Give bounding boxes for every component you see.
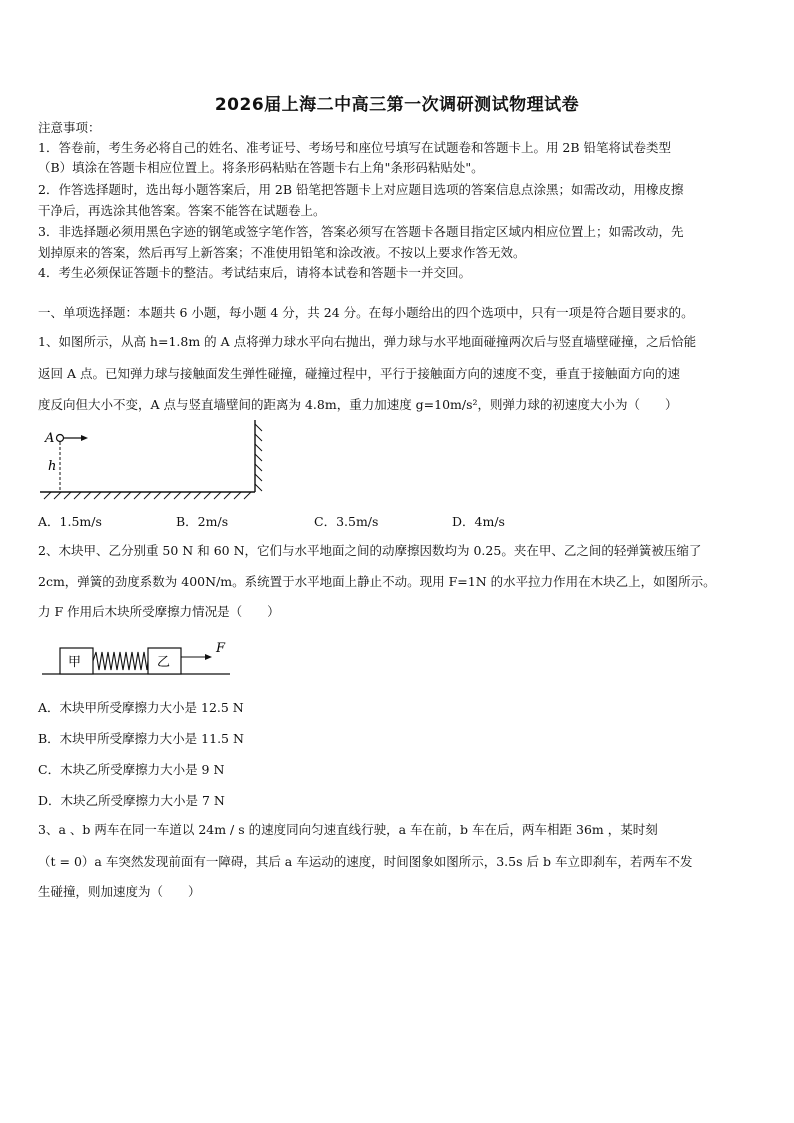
question-2-text: 2、木块甲、乙分别重 50 N 和 60 N，它们与水平地面之间的动摩擦因数均为 0.25。夹在甲、乙之间的轻弹簧被压缩了 [38, 543, 702, 558]
question-1-option-c: C．3.5m/s [314, 514, 379, 529]
question-2-text: 力 F 作用后木块所受摩擦力情况是（ ） [38, 604, 280, 619]
question-2-option-b: B．木块甲所受摩擦力大小是 11.5 N [38, 731, 244, 746]
question-1-text: 1、如图所示，从高 h=1.8m 的 A 点将弹力球水平向右抛出，弹力球与水平地面碰撞两次后与竖直墙壁碰撞，之后恰能 [38, 334, 697, 349]
question-3-text: （t = 0）a 车突然发现前面有一障碍，其后 a 车运动的速度，时间图象如图所示，3.5s 后 b 车立即刹车，若两车不发 [38, 854, 693, 869]
notice-heading: 注意事项： [38, 120, 101, 135]
question-1-option-a: A．1.5m/s [38, 514, 102, 529]
question-1-option-b: B．2m/s [176, 514, 229, 529]
notice-line: 3．非选择题必须用黑色字迹的钢笔或签字笔作答，答案必须写在答题卡各题目指定区域内相应位置上；如需改动，先 [38, 224, 684, 239]
question-2-figure [40, 638, 240, 688]
question-3-text: 生碰撞，则加速度为（ ） [38, 884, 201, 899]
label-h: h [48, 459, 57, 474]
notice-line: 2．作答选择题时，选出每小题答案后，用 2B 铅笔把答题卡上对应题目选项的答案信息点涂黑；如需改动，用橡皮擦 [38, 182, 684, 197]
question-1-option-d: D．4m/s [452, 514, 505, 529]
exam-title: 2026届上海二中高三第一次调研测试物理试卷 [214, 95, 580, 115]
force-label: F [216, 641, 226, 656]
question-2-option-a: A．木块甲所受摩擦力大小是 12.5 N [38, 700, 244, 715]
question-1-text: 度反向但大小不变，A 点与竖直墙壁间的距离为 4.8m，重力加速度 g=10m/s²，则弹力球的初速度大小为（ ） [38, 397, 678, 412]
notice-line: 4．考生必须保证答题卡的整洁。考试结束后，请将本试卷和答题卡一并交回。 [38, 265, 471, 280]
question-2-option-c: C．木块乙所受摩擦力大小是 9 N [38, 762, 225, 777]
notice-line: 1．答卷前，考生务必将自己的姓名、准考证号、考场号和座位号填写在试题卷和答题卡上。用 2B 铅笔将试卷类型 [38, 140, 672, 155]
notice-line: 划掉原来的答案，然后再写上新答案；不准使用铅笔和涂改液。不按以上要求作答无效。 [38, 245, 526, 260]
question-2-text: 2cm，弹簧的劲度系数为 400N/m。系统置于水平地面上静止不动。现用 F=1N 的水平拉力作用在木块乙上，如图所示。 [38, 574, 716, 589]
spring-icon [93, 652, 148, 670]
notice-line: 干净后，再选涂其他答案。答案不能答在试题卷上。 [38, 203, 326, 218]
question-1-figure [38, 418, 268, 503]
question-3-text: 3、a 、b 两车在同一车道以 24m / s 的速度同向匀速直线行驶，a 车在前，b 车在后，两车相距 36m ，某时刻 [38, 822, 658, 837]
block-yi-label: 乙 [157, 655, 171, 670]
block-jia-label: 甲 [68, 655, 82, 670]
ball-icon [57, 435, 64, 442]
notice-line: （B）填涂在答题卡相应位置上。将条形码粘贴在答题卡右上角"条形码粘贴处"。 [38, 160, 484, 175]
section-heading: 一、单项选择题：本题共 6 小题，每小题 4 分，共 24 分。在每小题给出的四个选项中，只有一项是符合题目要求的。 [38, 305, 694, 320]
question-1-text: 返回 A 点。已知弹力球与接触面发生弹性碰撞，碰撞过程中，平行于接触面方向的速度不变，垂直于接触面方向的速 [38, 366, 680, 381]
label-A: A [45, 431, 55, 446]
question-2-option-d: D．木块乙所受摩擦力大小是 7 N [38, 793, 225, 808]
